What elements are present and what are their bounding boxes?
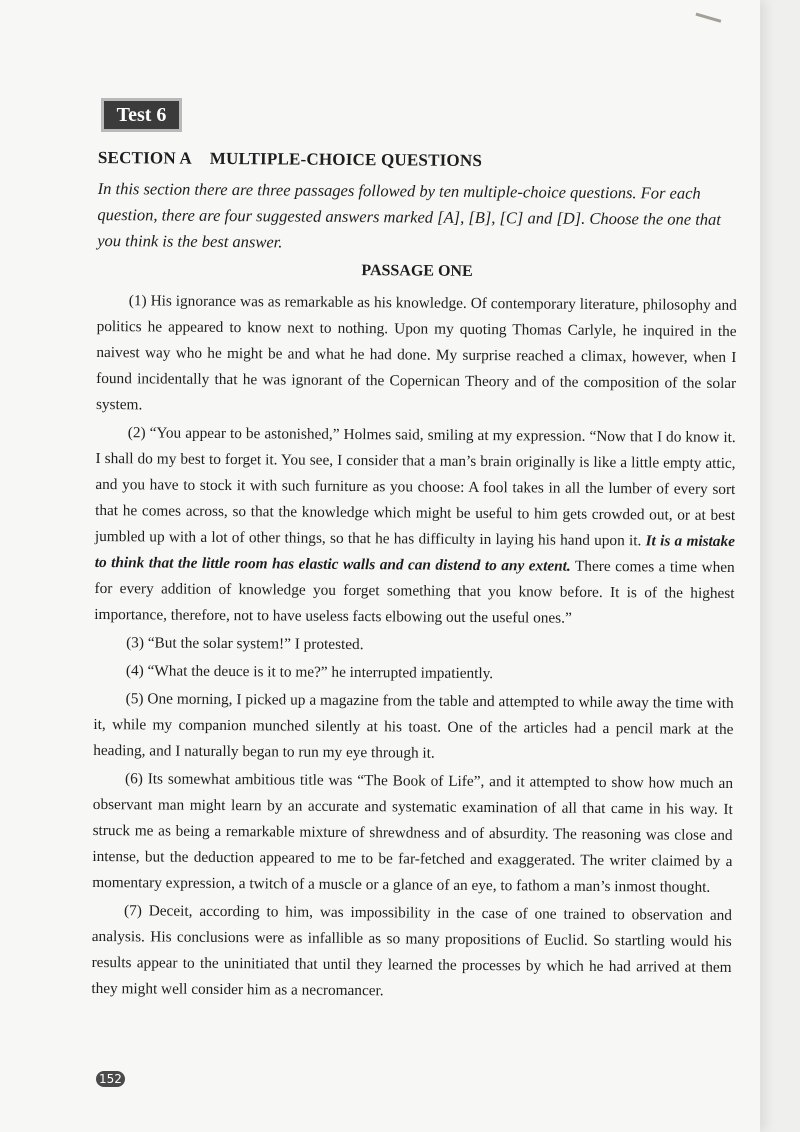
paragraph-text: (3) “But the solar system!” I protested. <box>126 634 364 654</box>
passage-body <box>91 288 737 1007</box>
passage-paragraph-6 <box>92 766 733 901</box>
section-label: SECTION A <box>97 148 192 168</box>
test-label: Test 6 <box>116 103 167 126</box>
paragraph-text: (2) “You appear to be astonished,” Holmes said, smiling at my expression. “Now that I do know it. I shall do my best to forget it. You see, I consider that a man’s brain originally is like a little empty attic, and you have to stock it with such furniture as you choose: A fool takes in all the lumber of every sort that he comes across, so that the knowledge which might be useful to him gets crowded out, or at best jumbled up with a lot of other things, so that he has difficulty in laying his hand upon it. <box>94 424 736 550</box>
passage-paragraph-2 <box>94 420 736 633</box>
page-number-badge <box>96 1071 125 1087</box>
passage-paragraph-7 <box>91 898 732 1007</box>
paragraph-emphasis: It is a mistake to think that the little room has elastic walls and can distend to any extent. <box>94 532 735 575</box>
page-corner-fold <box>693 13 722 33</box>
paragraph-text: (6) Its somewhat ambitious title was “The Book of Life”, and it attempted to show how much an observant man might learn by an accurate and systematic examination of all that came in his way. It struck me as being a remarkable mixture of shrewdness and of absurdity. The reasoning was close and intense, but the deduction appeared to me to be far-fetched and exaggerated. The writer claimed by a momentary expression, a twitch of a muscle or a glance of an eye, to fathom a man’s inmost thought. <box>92 770 734 896</box>
section-title: MULTIPLE-CHOICE QUESTIONS <box>209 148 483 171</box>
paragraph-text-continued: There comes a time when for every addition of knowledge you forget something that you know before. It is of the highest importance, therefore, not to have useless facts elbowing out the useful ones.” <box>94 557 735 627</box>
paragraph-text: (7) Deceit, according to him, was impossibility in the case of one trained to observation and analysis. His conclusions were as infallible as so many propositions of Euclid. So startling would his results appear to the uninitiated that until they learned the processes by which he had arrived at them they might well consider him as a necromancer. <box>91 902 733 1000</box>
passage-title: PASSAGE ONE <box>361 262 473 280</box>
passage-paragraph-5 <box>93 686 734 769</box>
page-content <box>91 148 738 1009</box>
test-label-tag <box>101 98 182 132</box>
section-instructions: In this section there are three passages followed by ten multiple-choice questions. For each question, there are four suggested answers marked [A], [B], [C] and [D]. Choose the one that you think is the best answer. <box>97 178 722 252</box>
paragraph-text: (4) “What the deuce is it to me?” he interrupted impatiently. <box>125 662 494 683</box>
passage-paragraph-4 <box>94 658 734 689</box>
paragraph-text: (1) His ignorance was as remarkable as his knowledge. Of contemporary literature, philosophy and politics he appeared to know next to nothing. Upon my quoting Thomas Carlyle, he inquired in the naivest way who he might be and what he had done. My surprise reached a climax, however, when I found incidentally that he was ignorant of the Copernican Theory and of the composition of the solar system. <box>95 292 737 414</box>
passage-paragraph-3 <box>94 630 734 661</box>
paragraph-text: (5) One morning, I picked up a magazine from the table and attempted to while away the time with it, while my companion munched silently at his toast. One of the articles had a pencil mark at the heading, and I naturally began to run my eye through it. <box>93 690 734 762</box>
section-heading <box>98 148 738 173</box>
passage-paragraph-1 <box>96 288 737 423</box>
page-number: 152 <box>99 1072 122 1086</box>
